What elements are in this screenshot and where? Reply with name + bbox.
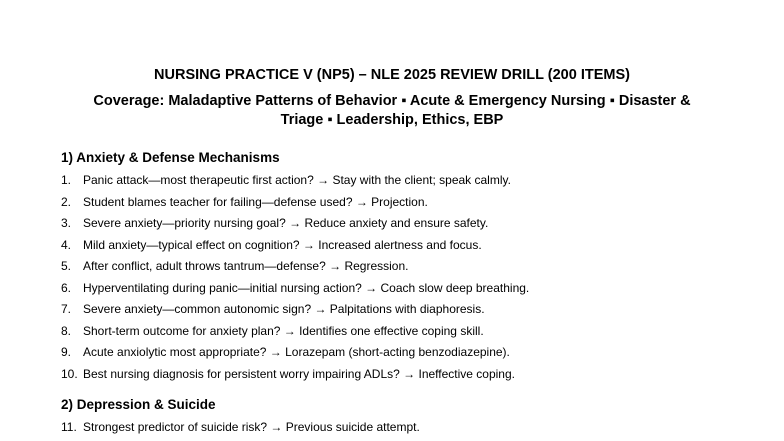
question-text: Severe anxiety—priority nursing goal? → Reduce anxiety and ensure safety.: [83, 216, 489, 230]
question-item: [61, 322, 529, 344]
question-list-depression: [61, 418, 420, 440]
question-text: Hyperventilating during panic—initial nursing action? → Coach slow deep breathing.: [83, 280, 530, 295]
coverage-statement: [0, 92, 784, 130]
question-text: Acute anxiolytic most appropriate? → Lorazepam (short-acting benzodiazepine).: [83, 345, 510, 359]
question-number: 10.: [61, 366, 78, 381]
question-number: 1.: [61, 173, 72, 187]
question-item: [61, 279, 529, 301]
question-item: [61, 418, 420, 440]
question-text: Panic attack—most therapeutic first action? → Stay with the client; speak calmly.: [83, 173, 511, 187]
question-item: [61, 193, 529, 215]
question-number: 5.: [61, 259, 72, 273]
coverage-line-2: Triage ▪ Leadership, Ethics, EBP: [280, 112, 504, 128]
section-heading-depression: 2) Depression & Suicide: [61, 397, 216, 412]
question-text: Mild anxiety—typical effect on cognition? → Increased alertness and focus.: [83, 237, 482, 252]
question-item: [61, 257, 529, 279]
question-number: 6.: [61, 280, 72, 295]
question-item: [61, 300, 529, 322]
question-text: Strongest predictor of suicide risk? → Previous suicide attempt.: [83, 420, 420, 434]
question-item: [61, 171, 529, 193]
question-text: Student blames teacher for failing—defense used? → Projection.: [83, 194, 428, 209]
question-text: After conflict, adult throws tantrum—defense? → Regression.: [83, 259, 409, 273]
question-text: Short-term outcome for anxiety plan? → Identifies one effective coping skill.: [83, 323, 484, 338]
question-list-anxiety: [61, 171, 529, 386]
coverage-line-1: Coverage: Maladaptive Patterns of Behavior ▪ Acute & Emergency Nursing ▪ Disaster &: [93, 93, 691, 109]
question-item: [61, 343, 529, 365]
question-number: 2.: [61, 194, 72, 209]
question-text: Best nursing diagnosis for persistent worry impairing ADLs? → Ineffective coping.: [83, 366, 515, 381]
question-item: [61, 236, 529, 258]
question-number: 7.: [61, 302, 72, 316]
question-text: Severe anxiety—common autonomic sign? → Palpitations with diaphoresis.: [83, 302, 485, 316]
question-number: 9.: [61, 345, 72, 359]
question-number: 4.: [61, 237, 72, 252]
question-number: 8.: [61, 323, 72, 338]
question-number: 11.: [61, 420, 77, 434]
question-number: 3.: [61, 216, 72, 230]
question-item: [61, 214, 529, 236]
section-heading-anxiety: 1) Anxiety & Defense Mechanisms: [61, 150, 280, 165]
document-title: NURSING PRACTICE V (NP5) – NLE 2025 REVIEW DRILL (200 ITEMS): [154, 67, 630, 83]
question-item: [61, 365, 529, 387]
